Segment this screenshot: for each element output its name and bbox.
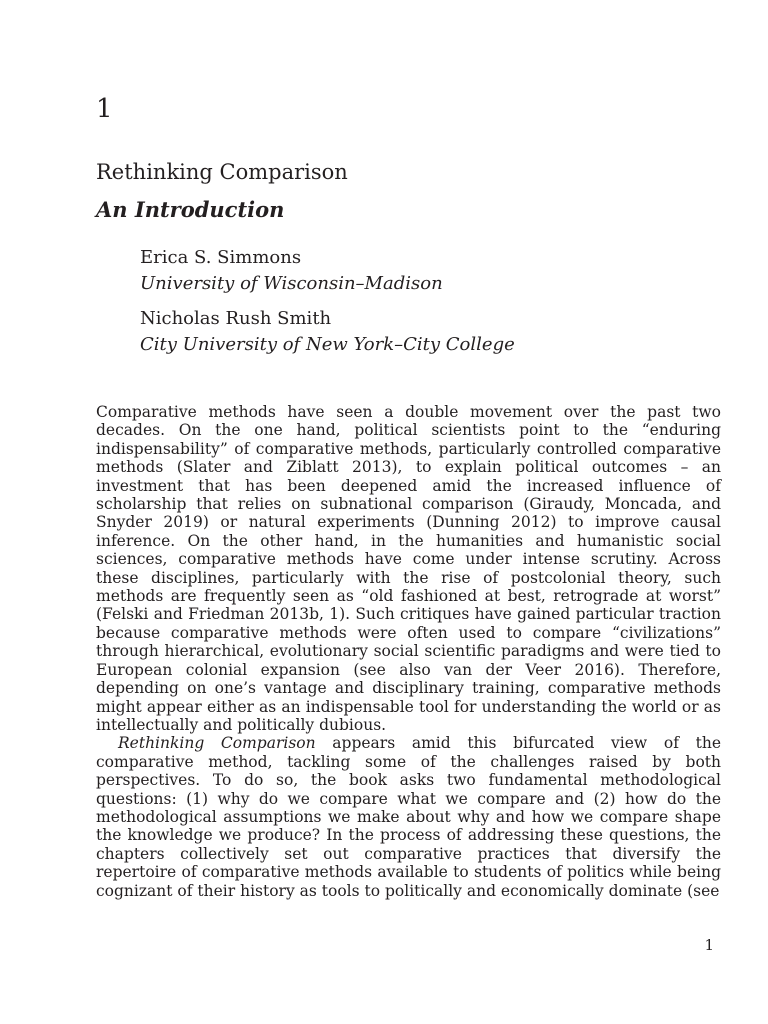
page-number: 1 [704, 936, 714, 954]
chapter-title: Rethinking Comparison [96, 160, 348, 184]
paragraph [96, 734, 721, 900]
chapter-number: 1 [96, 94, 113, 124]
paragraph: Comparative methods have seen a double movement over the past two decades. On the one hand, political scientists point to the “enduring indispensability” of comparative methods, particularly controlled comparative methods (Slater and Ziblatt 2013), to explain political outcomes – an investment that has been deepened amid the increased influence of scholarship that relies on subnational comparison (Giraudy, Moncada, and Snyder 2019) or natural experiments (Dunning 2012) to improve causal inference. On the other hand, in the humanities and humanistic social sciences, comparative methods have come under intense scrutiny. Across these disciplines, particularly with the rise of postcolonial theory, such methods are frequently seen as “old fashioned at best, retrograde at worst” (Felski and Friedman 2013b, 1). Such critiques have gained particular traction because comparative methods were often used to compare “civilizations” through hierarchical, evolutionary social scientific paradigms and were tied to European colonial expansion (see also van der Veer 2016). Therefore, depending on one’s vantage and disciplinary training, comparative methods might appear either as an indispensable tool for understanding the world or as intellectually and politically dubious. [96, 403, 721, 734]
book-title-italic: Rethinking Comparison [118, 734, 316, 753]
chapter-subtitle: An Introduction [96, 197, 285, 222]
author-affiliation: University of Wisconsin–Madison [140, 273, 443, 294]
author-block [140, 245, 443, 297]
body-text [96, 403, 721, 900]
author-name: Erica S. Simmons [140, 247, 302, 268]
author-name: Nicholas Rush Smith [140, 308, 332, 329]
paragraph-text: appears amid this bifurcated view of the comparative method, tackling some of the challenges raised by both perspectives. To do so, the book asks two fundamental methodological questions: (1) why do we compare what we compare and (2) how do the methodological assumptions we make about why and how we compare shape the knowledge we produce? In the process of addressing these questions, the chapters collectively set out comparative practices that diversify the repertoire of comparative methods available to students of politics while being cognizant of their history as tools to politically and economically dominate (see [96, 734, 722, 900]
author-block [140, 306, 515, 358]
author-affiliation: City University of New York–City College [140, 334, 515, 355]
